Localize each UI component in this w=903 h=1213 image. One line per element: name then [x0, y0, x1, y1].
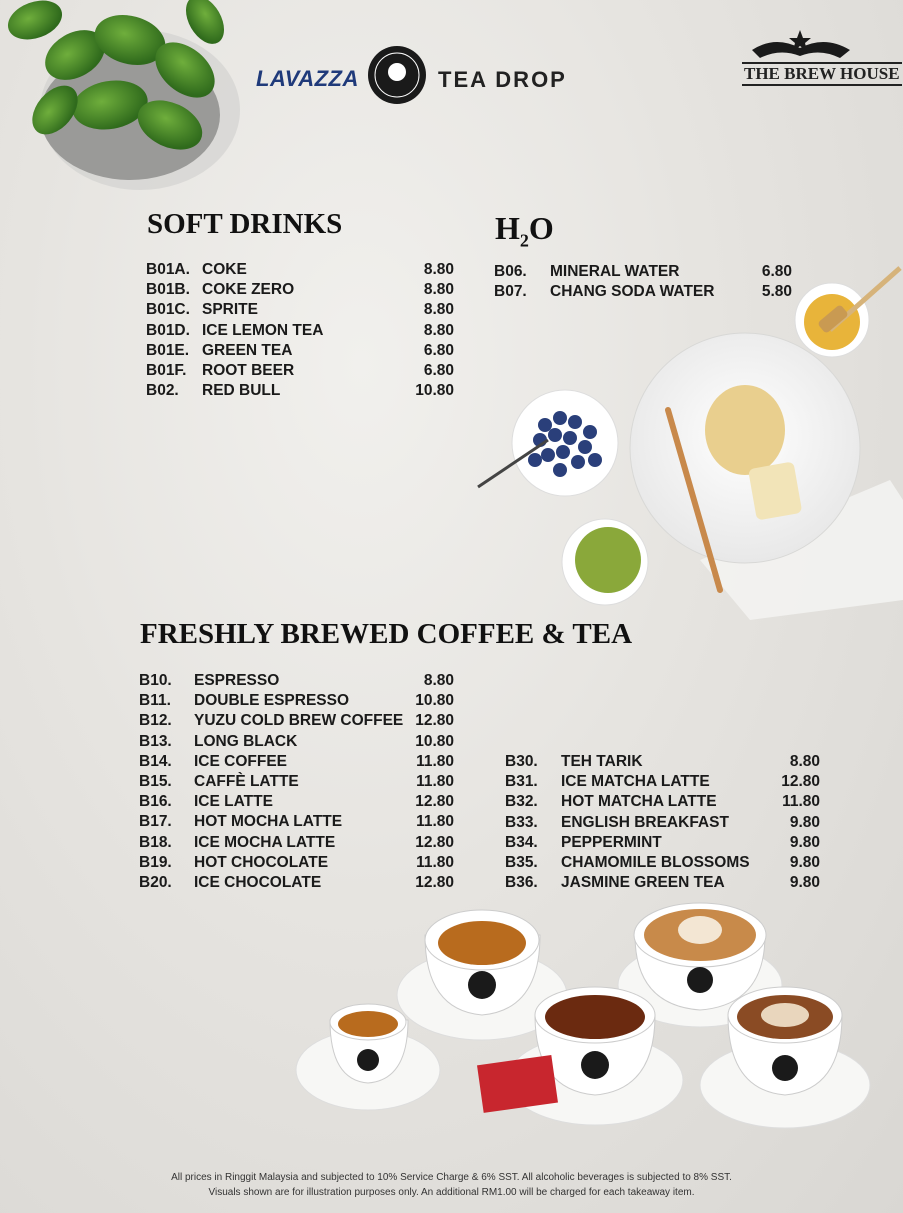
menu-item: [494, 282, 792, 302]
menu-item-name: ICE COFFEE: [194, 752, 288, 770]
menu-item-name: CHANG SODA WATER: [550, 283, 715, 301]
menu-item-name: COKE ZERO: [202, 281, 295, 299]
menu-item: [505, 772, 820, 792]
menu-item-name: MINERAL WATER: [550, 263, 680, 280]
menu-item: [505, 873, 820, 893]
menu-item: [139, 853, 454, 873]
menu-item-code: B16.: [139, 793, 172, 811]
menu-item-name: TEH TARIK: [561, 753, 643, 770]
menu-item: [146, 300, 454, 320]
menu-item-code: B10.: [139, 672, 172, 689]
menu-item-code: B35.: [505, 853, 538, 871]
menu-item: [139, 792, 454, 812]
menu-item-price: 11.80: [416, 772, 454, 790]
menu-item-name: YUZU COLD BREW COFFEE: [194, 712, 404, 730]
honey-jar-image: [795, 268, 900, 357]
menu-item-name: ICE MOCHA LATTE: [194, 833, 336, 851]
menu-item-code: B01F.: [146, 361, 187, 379]
soft-drinks-list: [146, 260, 454, 401]
menu-item-code: B01E.: [146, 341, 190, 359]
menu-item-name: GREEN TEA: [202, 341, 293, 359]
menu-item-price: 10.80: [415, 732, 454, 750]
menu-item-name: ROOT BEER: [202, 361, 295, 379]
menu-item-price: 9.80: [789, 853, 820, 871]
blueberry-bowl-image: [478, 390, 618, 496]
menu-item-price: 5.80: [761, 283, 792, 301]
menu-item-code: B01A.: [146, 261, 190, 278]
menu-item: [139, 691, 454, 711]
menu-item: [505, 833, 820, 853]
menu-item: [146, 361, 454, 381]
menu-item-name: CHAMOMILE BLOSSOMS: [561, 853, 750, 871]
menu-item-price: 12.80: [415, 712, 454, 730]
menu-item-name: RED BULL: [202, 382, 281, 400]
matcha-powder-bowl-image: [562, 519, 648, 605]
menu-item-code: B34.: [505, 833, 538, 851]
menu-item-code: B33.: [505, 813, 538, 831]
basil-plant-image: [3, 0, 240, 190]
menu-item-price: 9.80: [789, 813, 820, 831]
coffee-cups-image: [296, 903, 870, 1128]
menu-item-price: 11.80: [416, 853, 454, 871]
footer-pricing-note: All prices in Ringgit Malaysia and subjected to 10% Service Charge & 6% SST. All alcoholic beverages is subjected to 8% SST.: [171, 1172, 732, 1183]
matcha-whisk-plate-image: [630, 333, 903, 620]
menu-item-price: 11.80: [416, 752, 454, 770]
menu-item: [146, 381, 454, 401]
menu-item-name: COKE: [202, 261, 247, 278]
menu-item-code: B14.: [139, 752, 172, 770]
menu-item-name: PEPPERMINT: [561, 833, 662, 851]
menu-item-price: 12.80: [415, 833, 454, 851]
menu-item: [146, 341, 454, 361]
coffee-tea-title: FRESHLY BREWED COFFEE & TEA: [140, 618, 633, 650]
menu-item-price: 9.80: [789, 833, 820, 851]
menu-item: [139, 711, 454, 731]
h2o-title-o: O: [528, 210, 554, 246]
menu-item: [146, 280, 454, 300]
menu-item: [139, 812, 454, 832]
menu-item: [139, 772, 454, 792]
menu-item: [494, 262, 792, 282]
menu-item-price: 10.80: [415, 692, 454, 710]
menu-item-price: 11.80: [416, 813, 454, 831]
menu-item-name: ICE LATTE: [194, 793, 273, 811]
menu-item-code: B17.: [139, 813, 172, 831]
menu-item-name: HOT MATCHA LATTE: [561, 793, 717, 811]
menu-item: [139, 833, 454, 853]
menu-item-name: JASMINE GREEN TEA: [561, 874, 725, 892]
coffee-list: [139, 671, 454, 893]
menu-item-code: B02.: [146, 382, 179, 400]
menu-item-name: ICE MATCHA LATTE: [561, 773, 710, 791]
menu-item-price: 10.80: [415, 382, 454, 400]
menu-item-price: 6.80: [423, 341, 454, 359]
menu-item-code: B13.: [139, 732, 172, 750]
h2o-title-sub: 2: [519, 230, 529, 251]
menu-item-code: B11.: [139, 692, 171, 710]
menu-item-name: ENGLISH BREAKFAST: [561, 813, 729, 831]
menu-item-code: B30.: [505, 753, 538, 770]
brew-house-wings-icon: [752, 30, 850, 58]
menu-item-price: 12.80: [781, 773, 820, 791]
menu-item: [505, 853, 820, 873]
soft-drinks-title: SOFT DRINKS: [147, 208, 343, 240]
menu-item: [505, 752, 820, 772]
lavazza-logo: LAVAZZA: [256, 66, 359, 91]
menu-item-code: B31.: [505, 773, 538, 791]
menu-item: [146, 260, 454, 280]
menu-item-price: 11.80: [782, 793, 820, 811]
brew-house-logo: THE BREW HOUSE: [742, 62, 902, 86]
menu-item-name: HOT MOCHA LATTE: [194, 813, 343, 831]
menu-item: [139, 671, 454, 691]
h2o-title-h: H: [495, 210, 520, 246]
menu-item-price: 8.80: [789, 753, 820, 770]
menu-item-price: 8.80: [423, 672, 454, 689]
h2o-title: [495, 210, 554, 251]
menu-item-code: B06.: [494, 263, 527, 280]
menu-item-price: 6.80: [423, 361, 454, 379]
menu-item: [505, 792, 820, 812]
menu-item: [139, 873, 454, 893]
menu-item-name: SPRITE: [202, 301, 258, 319]
menu-item: [139, 752, 454, 772]
menu-item-price: 12.80: [415, 873, 454, 891]
menu-item-code: B19.: [139, 853, 172, 871]
menu-item-code: B20.: [139, 873, 172, 891]
menu-item-name: DOUBLE ESPRESSO: [194, 692, 350, 710]
menu-item-price: 9.80: [789, 874, 820, 892]
menu-item-code: B01B.: [146, 281, 190, 299]
menu-item-code: B18.: [139, 833, 172, 851]
h2o-list: [494, 262, 792, 302]
tea-list: [505, 752, 820, 893]
eternal-selection-seal-icon: [368, 46, 426, 104]
menu-item-code: B15.: [139, 772, 172, 790]
menu-item: [146, 321, 454, 341]
menu-item-code: B36.: [505, 874, 538, 892]
menu-item-name: ESPRESSO: [194, 672, 280, 689]
menu-item-price: 8.80: [423, 301, 454, 319]
menu-item-name: CAFFÈ LATTE: [194, 772, 299, 790]
menu-item-code: B07.: [494, 283, 527, 301]
menu-item-price: 6.80: [761, 263, 792, 280]
menu-item-code: B01D.: [146, 321, 190, 339]
menu-item-code: B12.: [139, 712, 172, 730]
menu-item-price: 8.80: [423, 261, 454, 278]
menu-item-name: ICE CHOCOLATE: [194, 873, 322, 891]
tea-drop-logo: TEA DROP: [438, 67, 567, 92]
menu-item-code: B32.: [505, 793, 538, 811]
footer-illustration-note: Visuals shown are for illustration purposes only. An additional RM1.00 will be charged for each takeaway item.: [208, 1187, 695, 1198]
menu-item-price: 12.80: [415, 793, 454, 811]
menu-item-name: LONG BLACK: [194, 732, 298, 750]
menu-item: [139, 732, 454, 752]
menu-item-price: 8.80: [423, 321, 454, 339]
menu-item-name: ICE LEMON TEA: [202, 321, 324, 339]
menu-item-name: HOT CHOCOLATE: [194, 853, 329, 871]
menu-item-price: 8.80: [423, 281, 454, 299]
menu-item: [505, 813, 820, 833]
menu-item-code: B01C.: [146, 301, 190, 319]
